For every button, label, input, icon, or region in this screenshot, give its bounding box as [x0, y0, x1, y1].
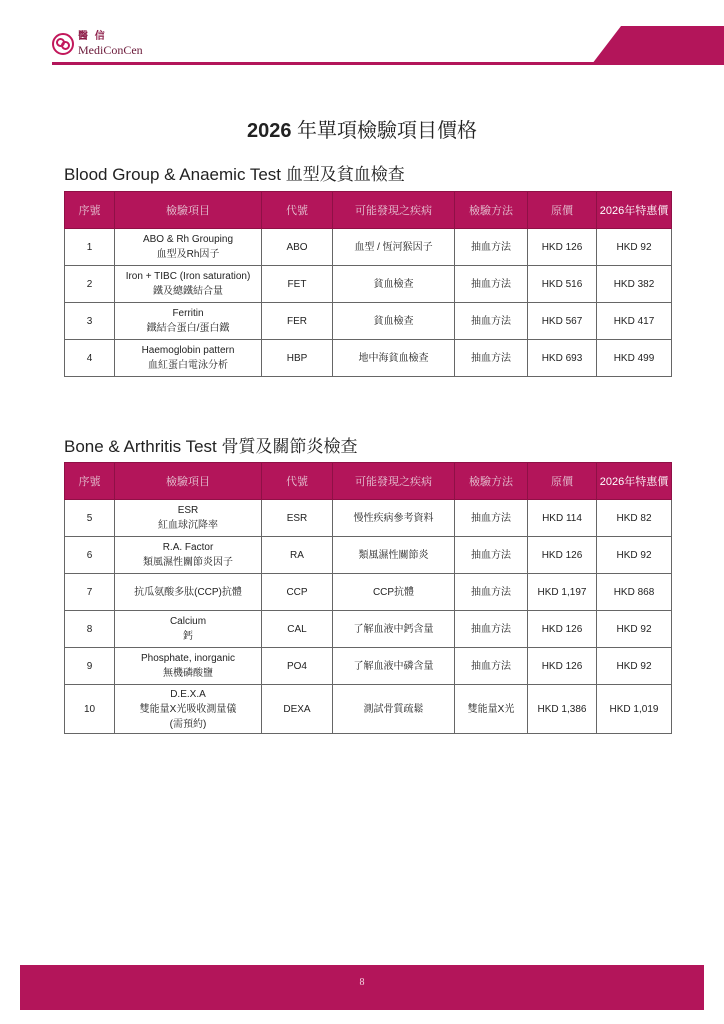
row-number: 1 [65, 229, 115, 266]
section-title-bone: Bone & Arthritis Test 骨質及關節炎檢查 [64, 437, 358, 456]
detectable-disease: 貧血檢查 [333, 303, 455, 340]
original-price: HKD 126 [528, 229, 597, 266]
row-number: 3 [65, 303, 115, 340]
row-number: 7 [65, 574, 115, 611]
row-number: 9 [65, 648, 115, 685]
special-price: HKD 92 [597, 611, 672, 648]
header-special-price: 2026年特惠價 [597, 192, 672, 229]
detectable-disease: 了解血液中鈣含量 [333, 611, 455, 648]
special-price: HKD 382 [597, 266, 672, 303]
special-price: HKD 92 [597, 229, 672, 266]
test-item-line: 無機磷酸鹽 [163, 668, 213, 679]
table-row [65, 537, 672, 574]
table-row [65, 500, 672, 537]
test-item-line: ESR [177, 505, 199, 516]
original-price: HKD 126 [528, 648, 597, 685]
detectable-disease: CCP抗體 [333, 574, 455, 611]
test-item-line: Ferritin [172, 308, 204, 319]
header-item: 檢驗項目 [115, 463, 262, 500]
table-row [65, 229, 672, 266]
test-item [115, 685, 262, 734]
row-number: 8 [65, 611, 115, 648]
detectable-disease: 類風濕性關節炎 [333, 537, 455, 574]
test-item [115, 537, 262, 574]
row-number: 10 [65, 685, 115, 734]
test-item [115, 229, 262, 266]
table-row [65, 685, 672, 734]
header-original-price: 原價 [528, 463, 597, 500]
test-item-line: Iron + TIBC (Iron saturation) [125, 271, 251, 282]
test-item-line: (需預約) [169, 718, 207, 730]
test-item-line: Calcium [169, 616, 207, 627]
title-year: 2026 [246, 120, 292, 142]
table-row [65, 648, 672, 685]
header-no: 序號 [65, 463, 115, 500]
table-row [65, 611, 672, 648]
page-footer [20, 965, 704, 1010]
header-code: 代號 [262, 192, 333, 229]
detectable-disease: 慢性疾病參考資料 [333, 500, 455, 537]
test-item-line: ABO & Rh Grouping [142, 234, 234, 245]
test-method: 抽血方法 [455, 537, 528, 574]
original-price: HKD 1,386 [528, 685, 597, 734]
special-price: HKD 92 [597, 648, 672, 685]
price-table-blood [64, 191, 672, 377]
header-disease: 可能發現之疾病 [333, 192, 455, 229]
price-table-bone [64, 462, 672, 734]
test-method: 抽血方法 [455, 266, 528, 303]
detectable-disease: 血型 / 恆河猴因子 [333, 229, 455, 266]
test-method: 抽血方法 [455, 500, 528, 537]
special-price: HKD 499 [597, 340, 672, 377]
special-price: HKD 92 [597, 537, 672, 574]
original-price: HKD 126 [528, 611, 597, 648]
brand-name-en: MediConCen [78, 43, 143, 57]
test-code: CCP [262, 574, 333, 611]
test-code: PO4 [262, 648, 333, 685]
test-item [115, 574, 262, 611]
test-code: HBP [262, 340, 333, 377]
page-number: 8 [359, 977, 365, 988]
test-item-line: Phosphate, inorganic [141, 653, 235, 664]
test-method: 抽血方法 [455, 229, 528, 266]
test-item-line: D.E.X.A [170, 688, 206, 700]
original-price: HKD 516 [528, 266, 597, 303]
detectable-disease: 地中海貧血檢查 [333, 340, 455, 377]
test-item-line: 鐵及總鐵結合量 [153, 286, 223, 297]
test-code: ABO [262, 229, 333, 266]
row-number: 6 [65, 537, 115, 574]
test-code: CAL [262, 611, 333, 648]
test-code: FER [262, 303, 333, 340]
test-code: ESR [262, 500, 333, 537]
test-item [115, 611, 262, 648]
test-method: 雙能量X光 [455, 685, 528, 734]
test-code: FET [262, 266, 333, 303]
table-row [65, 303, 672, 340]
detectable-disease: 測試骨質疏鬆 [333, 685, 455, 734]
brand-name-zh: 醫 信 [78, 31, 107, 42]
test-item [115, 500, 262, 537]
original-price: HKD 114 [528, 500, 597, 537]
test-item-line: 血紅蛋白電泳分析 [148, 360, 228, 371]
special-price: HKD 1,019 [597, 685, 672, 734]
test-item-line: 血型及Rh因子 [156, 249, 220, 260]
test-item-line: R.A. Factor [162, 542, 214, 553]
header-accent-tab [592, 26, 724, 64]
test-item [115, 648, 262, 685]
table-row [65, 574, 672, 611]
original-price: HKD 567 [528, 303, 597, 340]
test-method: 抽血方法 [455, 611, 528, 648]
test-item [115, 266, 262, 303]
special-price: HKD 417 [597, 303, 672, 340]
detectable-disease: 貧血檢查 [333, 266, 455, 303]
test-code: DEXA [262, 685, 333, 734]
page-header [0, 0, 724, 70]
header-item: 檢驗項目 [115, 192, 262, 229]
header-no: 序號 [65, 192, 115, 229]
test-method: 抽血方法 [455, 340, 528, 377]
test-item [115, 303, 262, 340]
test-code: RA [262, 537, 333, 574]
test-item-line: 紅血球沉降率 [158, 520, 218, 531]
detectable-disease: 了解血液中磷含量 [333, 648, 455, 685]
original-price: HKD 1,197 [528, 574, 597, 611]
special-price: HKD 82 [597, 500, 672, 537]
brand-logo [52, 32, 143, 56]
table-row [65, 266, 672, 303]
original-price: HKD 126 [528, 537, 597, 574]
logo-rings-icon [52, 33, 74, 55]
section-title-blood: Blood Group & Anaemic Test 血型及貧血檢查 [64, 165, 405, 184]
test-item-line: Haemoglobin pattern [141, 345, 235, 356]
test-item [115, 340, 262, 377]
row-number: 2 [65, 266, 115, 303]
test-item-line: 抗瓜氨酸多肽(CCP)抗體 [134, 586, 242, 598]
original-price: HKD 693 [528, 340, 597, 377]
header-code: 代號 [262, 463, 333, 500]
test-method: 抽血方法 [455, 648, 528, 685]
test-method: 抽血方法 [455, 303, 528, 340]
row-number: 5 [65, 500, 115, 537]
test-item-line: 鐵結合蛋白/蛋白鐵 [146, 323, 230, 334]
special-price: HKD 868 [597, 574, 672, 611]
test-item-line: 類風濕性關節炎因子 [143, 557, 233, 568]
test-item-line: 鈣 [183, 631, 193, 642]
header-method: 檢驗方法 [455, 463, 528, 500]
header-disease: 可能發現之疾病 [333, 463, 455, 500]
header-method: 檢驗方法 [455, 192, 528, 229]
test-item-line: 雙能量X光吸收測量儀 [139, 703, 237, 715]
row-number: 4 [65, 340, 115, 377]
document-title [0, 114, 724, 143]
header-special-price: 2026年特惠價 [597, 463, 672, 500]
header-original-price: 原價 [528, 192, 597, 229]
test-method: 抽血方法 [455, 574, 528, 611]
title-text: 年單項檢驗項目價格 [291, 120, 478, 142]
table-row [65, 340, 672, 377]
